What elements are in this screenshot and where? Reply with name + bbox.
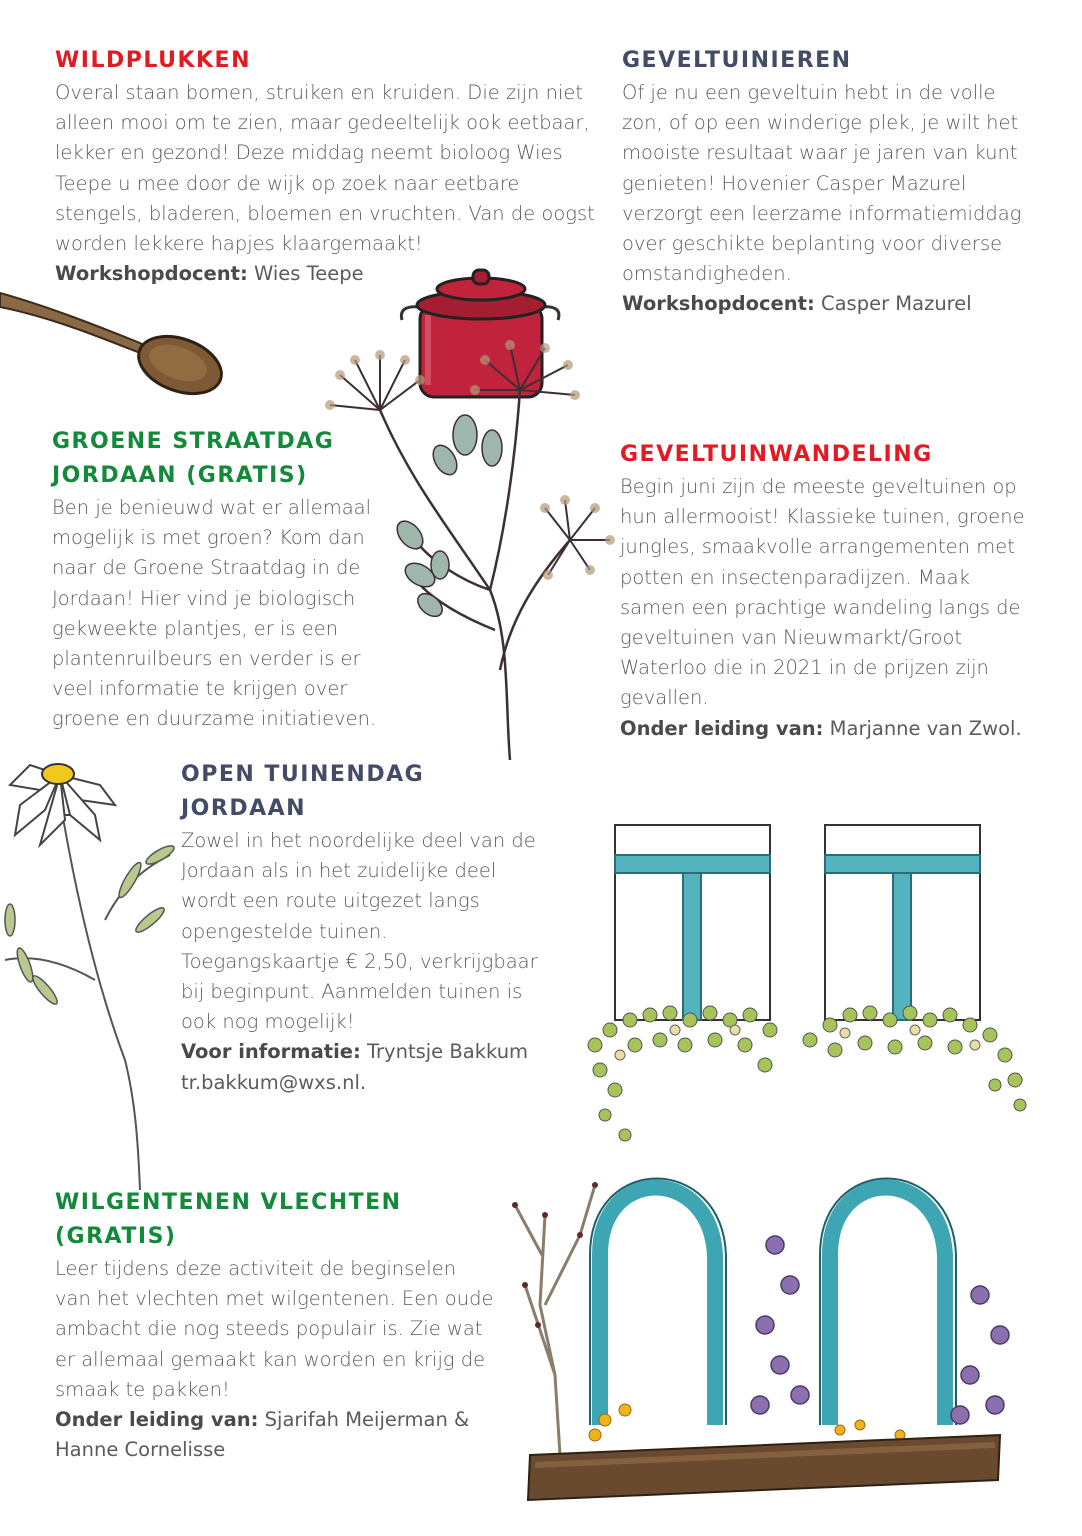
section-body: Begin juni zijn de meeste geveltuinen op hun allermooist! Klassieke tuinen, groene jungles, smaakvolle arrangementen met potten en insectenparadijzen. Maak samen een prachtige wandeling langs de geveltuinen van Nieuwmarkt/Groot Waterloo die in 2021 in de prijzen zijn gevallen. xyxy=(620,475,1025,710)
daisy-illustration xyxy=(0,760,200,1190)
credit-label: Voor informatie: xyxy=(181,1040,361,1064)
section-body: Zowel in het noordelijke deel van de Jordaan als in het zuidelijke deel wordt een route uitgezet langs opengestelde tuinen. Toegangskaartje € 2,50, verkrijgbaar bij beginpunt. Aanmelden tuinen is ook nog mogelijk! xyxy=(181,829,538,1034)
contact-email: tr.bakkum@wxs.nl. xyxy=(181,1070,367,1094)
section-open-tuinendag xyxy=(181,758,546,1098)
section-groene-straatdag xyxy=(52,425,407,735)
section-title: GROENE STRAATDAG JORDAAN (GRATIS) xyxy=(52,429,335,488)
section-body: Of je nu een geveltuin hebt in de volle zon, of op een winderige plek, je wilt het mooiste resultaat waar je jaren van kunt genieten! Hovenier Casper Mazurel verzorgt een leerzame informatiemiddag over geschikte beplanting voor diverse omstandigheden. xyxy=(622,81,1022,286)
section-credit xyxy=(181,1037,546,1067)
section-body: Leer tijdens deze activiteit de beginselen van het vlechten met wilgentenen. Een oude ambacht die nog steeds populair is. Zie wat er allemaal gemaakt kan worden en krijg de smaak te pakken! xyxy=(55,1257,494,1401)
credit-label: Onder leiding van: xyxy=(55,1408,259,1432)
section-credit xyxy=(55,1405,495,1465)
section-title: GEVELTUINIEREN xyxy=(622,48,852,73)
section-body: Overal staan bomen, struiken en kruiden. Die zijn niet alleen mooi om te zien, maar gedeeltelijk ook eetbaar, lekker en gezond! Deze middag neemt bioloog Wies Teepe u mee door de wijk op zoek naar eetbare stengels, bladeren, bloemen en vruchten. Van de oogst worden lekkere hapjes klaargemaakt! xyxy=(55,81,595,256)
credit-value: Wies Teepe xyxy=(247,262,364,286)
credit-value: Tryntsje Bakkum xyxy=(360,1040,529,1064)
credit-value: Marjanne van Zwol. xyxy=(823,716,1022,740)
section-credit xyxy=(622,289,1037,319)
section-credit xyxy=(55,259,595,289)
window-planter-illustration xyxy=(575,815,1045,1145)
section-credit xyxy=(620,714,1035,744)
section-geveltuinieren xyxy=(622,44,1037,320)
section-title: WILDPLUKKEN xyxy=(55,48,251,73)
section-geveltuinwandeling xyxy=(620,438,1035,744)
credit-label: Onder leiding van: xyxy=(620,716,824,740)
section-body: Ben je benieuwd wat er allemaal mogelijk is met groen? Kom dan naar de Groene Straatdag in de Jordaan! Hier vind je biologisch gekweekte plantjes, er is een plantenruilbeurs en verder is er veel informatie te krijgen over groene en duurzame initiatieven. xyxy=(52,496,377,731)
section-title: GEVELTUINWANDELING xyxy=(620,442,933,467)
section-title: WILGENTENEN VLECHTEN (GRATIS) xyxy=(55,1190,402,1249)
section-wildplukken xyxy=(55,44,595,289)
wooden-spoon-illustration xyxy=(0,285,230,405)
credit-value: Casper Mazurel xyxy=(814,292,972,316)
credit-label: Workshopdocent: xyxy=(622,292,815,316)
section-title: OPEN TUINENDAG JORDAAN xyxy=(181,762,425,821)
credit-label: Workshopdocent: xyxy=(55,262,248,286)
credit-value: Sjarifah Meijerman & Hanne Cornelisse xyxy=(55,1408,470,1462)
section-wilgentenen xyxy=(55,1186,495,1465)
arched-doors-with-climbers-illustration xyxy=(500,1125,1040,1515)
